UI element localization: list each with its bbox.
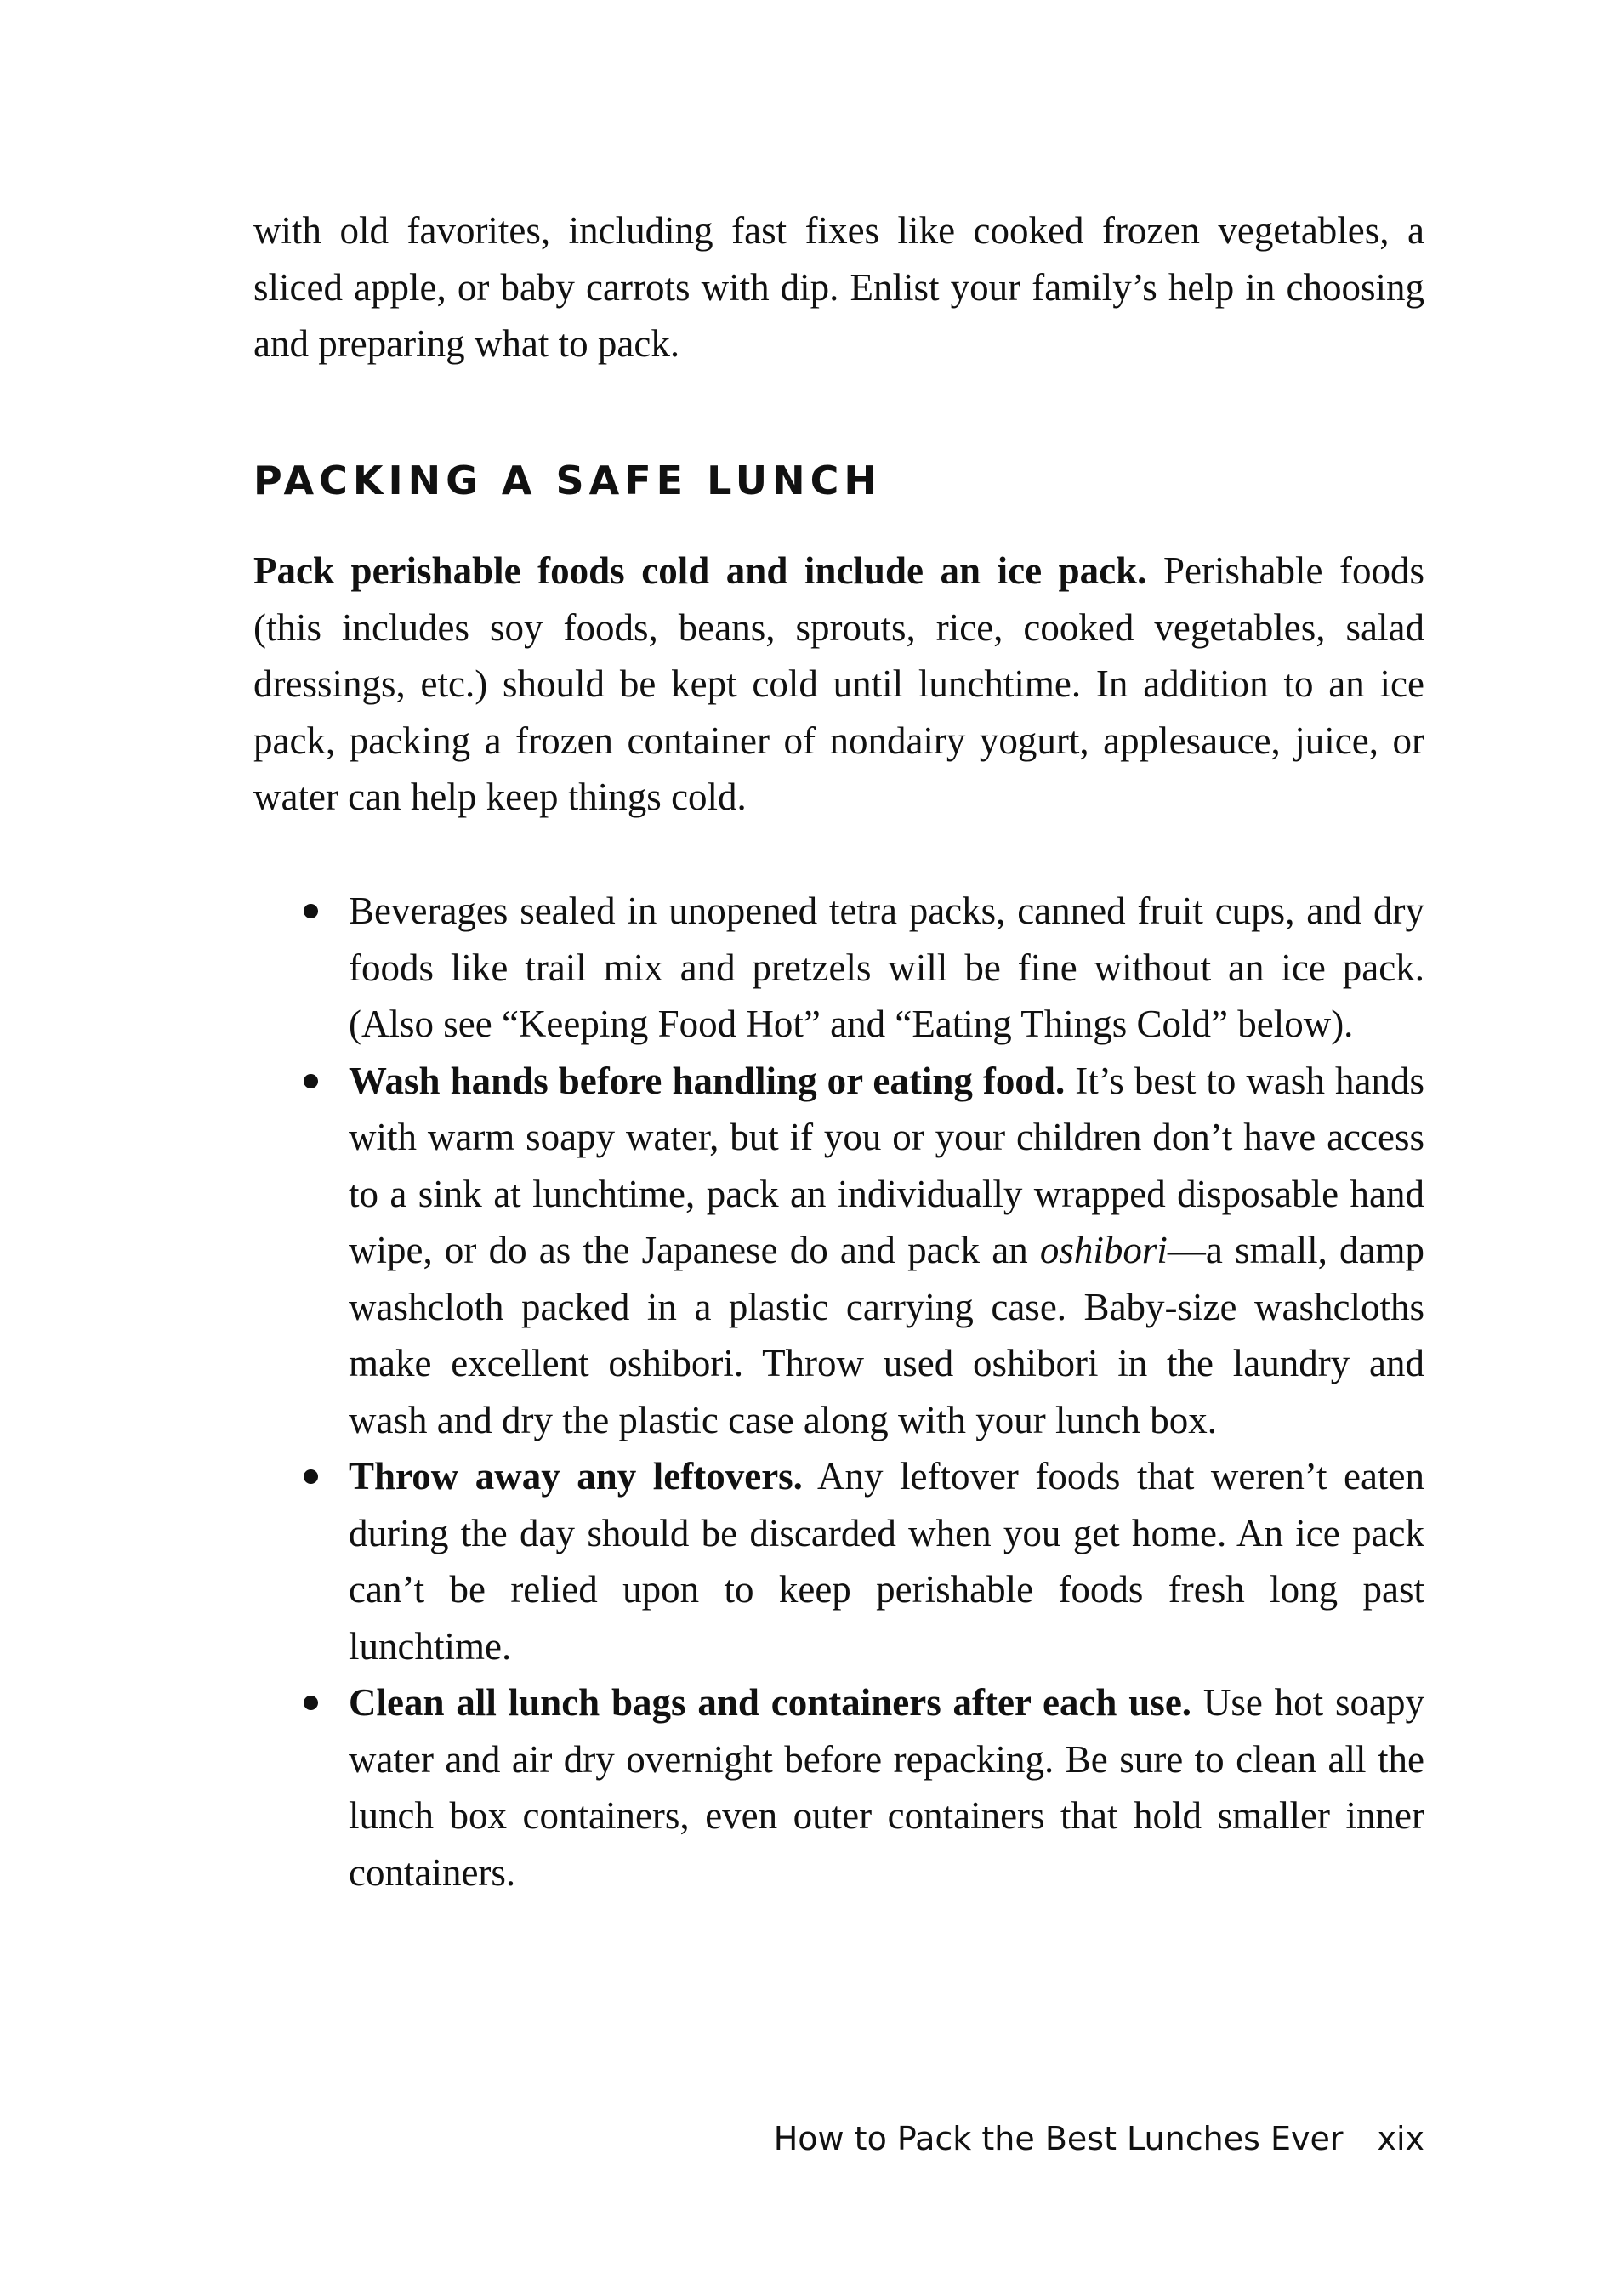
bullet-bold-lead: Clean all lunch bags and containers after each use. [349, 1681, 1192, 1724]
bullet-icon [304, 1696, 318, 1710]
lead-paragraph [253, 543, 1424, 826]
bullet-icon [304, 904, 318, 918]
bullet-text: Any leftover foods that weren’t eaten during the day should be discarded when you get home. An ice pack can’t be relied upon to keep perishable foods fresh long past lunchtime. [349, 1455, 1424, 1668]
page-number: xix [1377, 2120, 1424, 2157]
bullet-item-leftovers [253, 1448, 1424, 1674]
page-footer [774, 2117, 1424, 2160]
bullet-icon [304, 1074, 318, 1088]
intro-paragraph: with old favorites, including fast fixes like cooked frozen vegetables, a sliced apple, or baby carrots with dip. Enlist your family’s help in choosing and preparing what to pack. [253, 209, 1424, 365]
bullet-item-wash-hands [253, 1053, 1424, 1449]
bullet-item-clean [253, 1674, 1424, 1901]
bullet-italic-term: oshibori [1039, 1229, 1168, 1271]
bullet-bold-lead: Throw away any leftovers. [349, 1455, 803, 1498]
bullet-icon [304, 1469, 318, 1484]
bullet-item-beverages [253, 883, 1424, 1053]
section-heading: PACKING A SAFE LUNCH [253, 457, 882, 503]
bullet-text: Use hot soapy water and air dry overnight before repacking. Be sure to clean all the lunch box containers, even outer containers that hold smaller inner containers. [349, 1681, 1424, 1894]
bullet-text: It’s best to wash hands with warm soapy water, but if you or your children don’t have access to a sink at lunchtime, pack an individually wrapped disposable hand wipe, or do as the Japanese do and pack an [349, 1059, 1424, 1271]
bullet-list [253, 883, 1424, 1901]
bullet-bold-lead: Wash hands before handling or eating food. [349, 1059, 1066, 1102]
bullet-text-continued: —a small, damp washcloth packed in a plastic carrying case. Baby-size washcloths make excellent oshibori. Throw used oshibori in the laundry and wash and dry the plastic case along with your lunch box. [349, 1229, 1424, 1441]
running-title: How to Pack the Best Lunches Ever [773, 2120, 1344, 2157]
bullet-text: Beverages sealed in unopened tetra packs, canned fruit cups, and dry foods like trail mix and pretzels will be fine without an ice pack. (Also see “Keeping Food Hot” and “Eating Things Cold” below). [349, 889, 1424, 1045]
lead-paragraph-bold: Pack perishable foods cold and include an ice pack. [253, 549, 1147, 592]
lead-paragraph-text: Perishable foods (this includes soy foods, beans, sprouts, rice, cooked vegetables, salad dressings, etc.) should be kept cold until lunchtime. In addition to an ice pack, packing a frozen container of nondairy yogurt, applesauce, juice, or water can help keep things cold. [253, 549, 1425, 818]
